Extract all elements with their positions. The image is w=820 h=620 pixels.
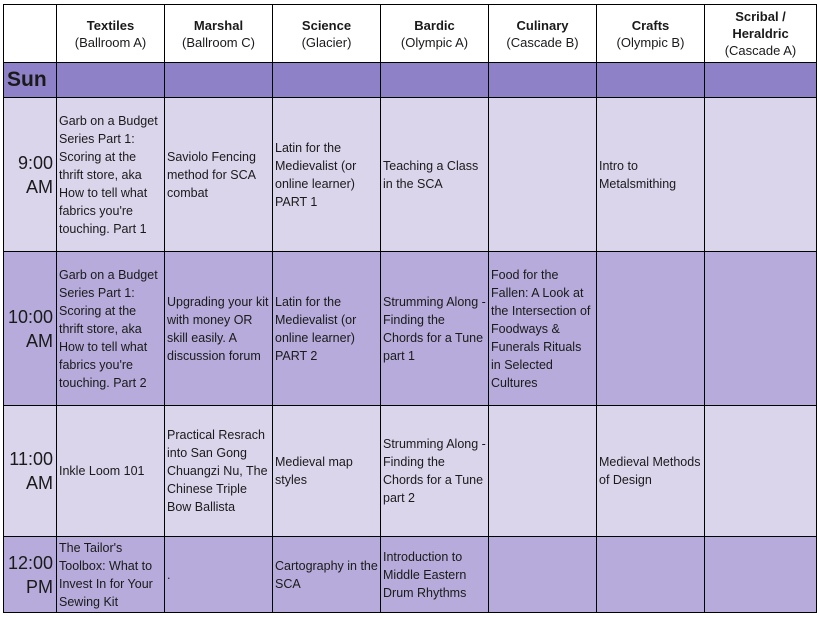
time-hour: 9:00: [17, 152, 53, 173]
time-period: PM: [26, 576, 53, 597]
day-row-cell: [705, 63, 817, 98]
class-cell-marshal: Practical Resrach into San Gong Chuangzi Nu, The Chinese Triple Bow Ballista: [165, 406, 273, 537]
column-header-textiles: [57, 5, 165, 63]
time-hour: 11:00: [9, 449, 53, 469]
time-period: AM: [26, 473, 53, 493]
class-cell-culinary: [489, 98, 597, 252]
column-room: (Glacier): [301, 34, 352, 50]
class-cell-crafts: Intro to Metalsmithing: [597, 98, 705, 252]
day-label: Sun: [4, 63, 57, 98]
column-room: (Ballroom A): [74, 34, 147, 50]
class-cell-textiles: Garb on a Budget Series Part 1: Scoring at the thrift store, aka How to tell what fabrics you're touching. Part 2: [57, 252, 165, 406]
column-header-science: [273, 5, 381, 63]
time-row-12pm: [4, 537, 817, 613]
class-cell-science: Latin for the Medievalist (or online learner) PART 1: [273, 98, 381, 252]
header-row: [4, 5, 817, 63]
time-hour: 10:00: [7, 306, 53, 327]
column-name: Crafts: [631, 17, 670, 33]
class-cell-science: Medieval map styles: [273, 406, 381, 537]
column-room: (Ballroom C): [182, 34, 255, 50]
class-cell-textiles: The Tailor's Toolbox: What to Invest In for Your Sewing Kit: [57, 537, 165, 613]
column-name: Marshal: [193, 17, 244, 33]
class-cell-scribal: [705, 406, 817, 537]
time-period: AM: [26, 330, 53, 351]
class-cell-marshal: Saviolo Fencing method for SCA combat: [165, 98, 273, 252]
column-name: Culinary: [516, 17, 569, 33]
time-cell: [4, 252, 57, 406]
class-cell-textiles: Inkle Loom 101: [57, 406, 165, 537]
class-cell-textiles: Garb on a Budget Series Part 1: Scoring at the thrift store, aka How to tell what fabrics you're touching. Part 1: [57, 98, 165, 252]
class-cell-bardic: Teaching a Class in the SCA: [381, 98, 489, 252]
class-cell-crafts: Medieval Methods of Design: [597, 406, 705, 537]
day-row-cell: [165, 63, 273, 98]
day-row-cell: [489, 63, 597, 98]
class-cell-scribal: [705, 537, 817, 613]
time-row-10am: [4, 252, 817, 406]
corner-cell: [4, 5, 57, 63]
schedule-table: [3, 4, 817, 613]
column-room: (Olympic A): [400, 34, 469, 50]
class-cell-crafts: [597, 537, 705, 613]
column-room: (Olympic B): [616, 34, 685, 50]
day-row-cell: [57, 63, 165, 98]
class-cell-bardic: Introduction to Middle Eastern Drum Rhythms: [381, 537, 489, 613]
class-cell-culinary: [489, 537, 597, 613]
class-cell-marshal: .: [165, 537, 273, 613]
column-name: Bardic: [414, 17, 455, 33]
class-cell-science: Cartography in the SCA: [273, 537, 381, 613]
time-row-11am: [4, 406, 817, 537]
column-header-marshal: [165, 5, 273, 63]
column-room: (Cascade A): [724, 43, 797, 58]
column-name: Textiles: [86, 17, 135, 33]
class-cell-science: Latin for the Medievalist (or online learner) PART 2: [273, 252, 381, 406]
class-cell-bardic: Strumming Along - Finding the Chords for a Tune part 2: [381, 406, 489, 537]
day-row-cell: [381, 63, 489, 98]
time-row-9am: [4, 98, 817, 252]
class-cell-crafts: [597, 252, 705, 406]
time-hour: 12:00: [7, 552, 53, 573]
class-cell-scribal: [705, 252, 817, 406]
column-header-bardic: [381, 5, 489, 63]
column-room: (Cascade B): [506, 34, 579, 50]
day-row-cell: [597, 63, 705, 98]
time-cell: [4, 98, 57, 252]
column-header-scribal-heraldric: [705, 5, 817, 63]
time-cell: [4, 406, 57, 537]
day-row: [4, 63, 817, 98]
class-cell-marshal: Upgrading your kit with money OR skill easily. A discussion forum: [165, 252, 273, 406]
class-cell-bardic: Strumming Along - Finding the Chords for a Tune part 1: [381, 252, 489, 406]
class-cell-scribal: [705, 98, 817, 252]
time-cell: [4, 537, 57, 613]
class-cell-culinary: Food for the Fallen: A Look at the Intersection of Foodways & Funerals Rituals in Selected Cultures: [489, 252, 597, 406]
column-header-crafts: [597, 5, 705, 63]
column-header-culinary: [489, 5, 597, 63]
column-name: Science: [301, 17, 352, 33]
column-name: Scribal / Heraldric: [732, 9, 789, 41]
day-row-cell: [273, 63, 381, 98]
time-period: AM: [26, 176, 53, 197]
class-cell-culinary: [489, 406, 597, 537]
